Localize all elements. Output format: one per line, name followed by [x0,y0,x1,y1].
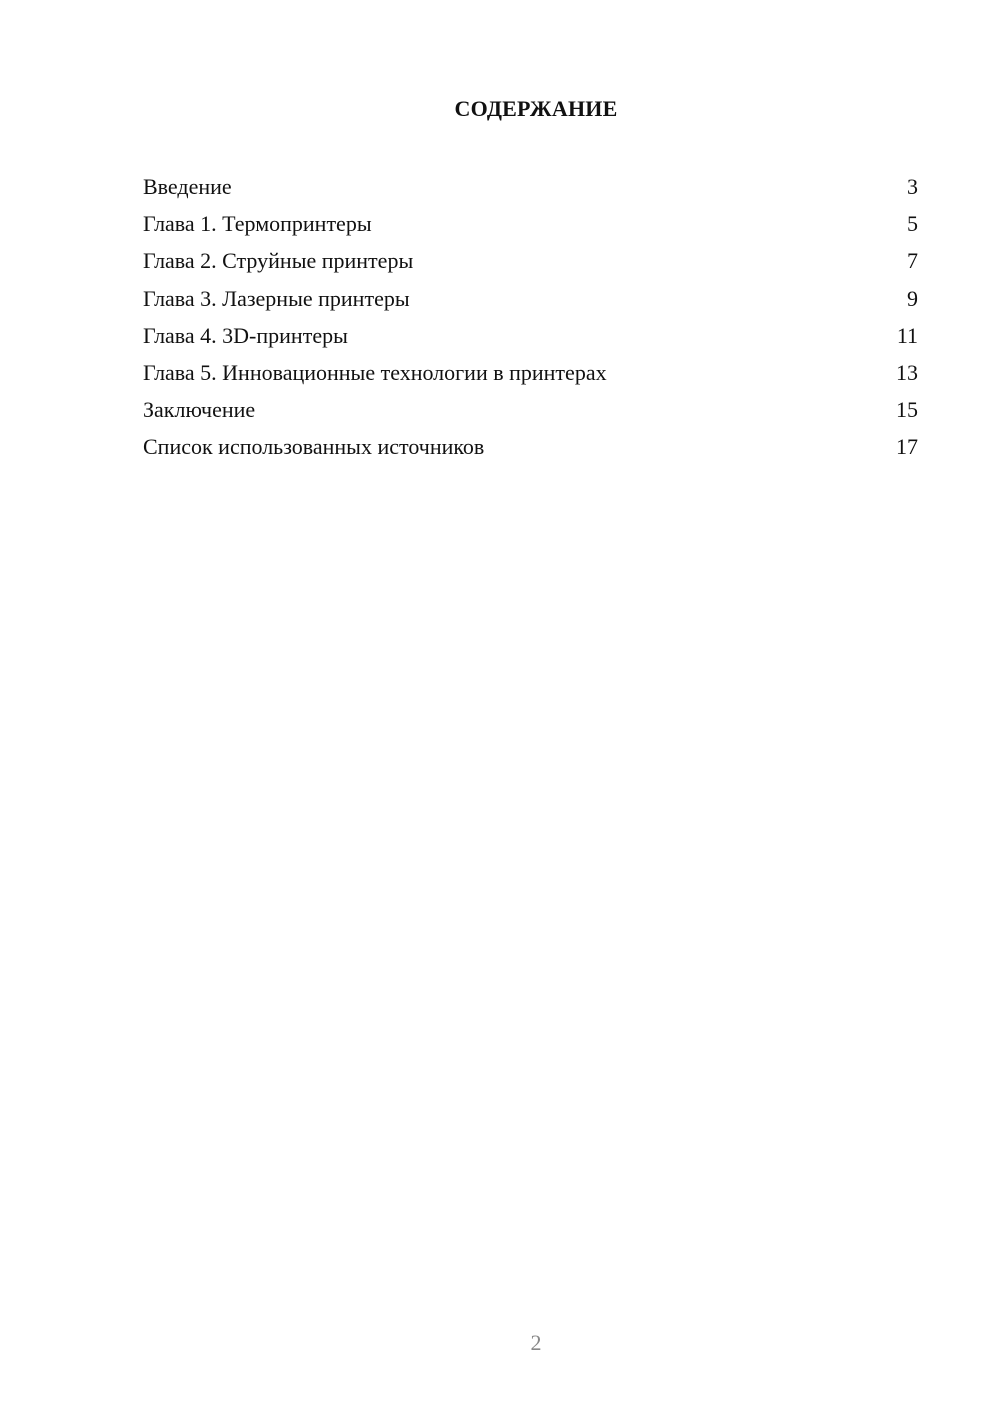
toc-entry-page: 3 [907,174,918,199]
toc-entry-chapter-3 [143,280,918,317]
toc-entry-page: 11 [896,322,918,348]
toc-entry-label: Глава 5. Инновационные технологии в принтерах [143,359,607,385]
toc-entry-chapter-5 [143,354,918,391]
toc-entry-label: Глава 2. Струйные принтеры [143,248,414,274]
toc-entry-chapter-2 [143,242,918,279]
page-number: 2 [530,1330,542,1355]
toc-entry-conclusion [143,391,918,428]
toc-entry-introduction [143,168,918,205]
toc-entry-label: Глава 1. Термопринтеры [143,211,372,237]
toc-entry-page: 7 [907,248,918,274]
toc-entry-label: Заключение [143,397,256,423]
toc-entry-page: 17 [896,434,918,460]
toc-entry-label: Глава 4. 3D-принтеры [143,322,348,348]
toc-entry-chapter-1 [143,205,918,242]
toc-entry-page: 15 [896,397,918,423]
toc-entry-label: Глава 3. Лазерные принтеры [143,285,410,311]
toc-entry-label: Список использованных источников [143,434,485,460]
toc-entry-label: Введение [143,174,232,199]
toc-entry-references [143,428,918,465]
toc-entry-page: 5 [907,211,918,237]
toc-entry-chapter-4 [143,317,918,354]
toc-entry-page: 9 [907,285,918,311]
table-of-contents [143,168,918,466]
toc-entry-page: 13 [896,359,918,385]
toc-title: СОДЕРЖАНИЕ [454,96,618,121]
